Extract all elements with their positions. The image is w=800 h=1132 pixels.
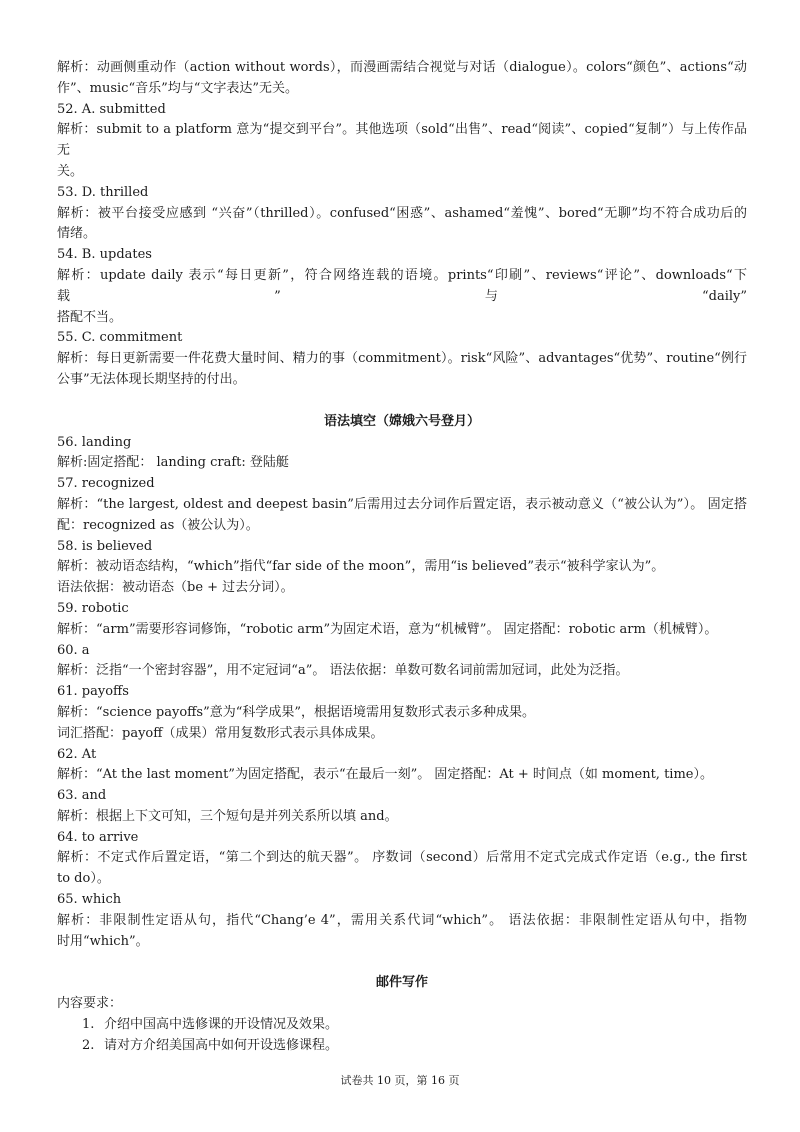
text-line: 词汇搭配：payoff（成果）常用复数形式表示具体成果。 [57, 725, 384, 741]
text-line: to do）。 [57, 871, 110, 887]
answer-line: 65. which [57, 892, 122, 908]
answers-reading-section [57, 58, 747, 391]
text-line: 搭配不当。 [57, 309, 123, 325]
requirement-number: 1. [82, 1017, 95, 1033]
text-line: 解析：非限制性定语从句，指代“Chang’e 4”，需用关系代词“which”。 语法依据：非限制性定语从句中，指物 [57, 912, 747, 928]
text-line: 解析：根据上下文可知，三个短句是并列关系所以填 and。 [57, 808, 398, 824]
answer-line: 63. and [57, 788, 107, 804]
requirement-text: 介绍中国高中选修课的开设情况及效果。 [104, 1017, 339, 1033]
text-line: 解析：update daily 表示“每日更新”，符合网络连载的语境。prints“印刷”、reviews“评论”、downloads“下载”与“daily” [57, 267, 747, 304]
page-content [57, 58, 747, 1057]
answer-line: 56. landing [57, 434, 132, 450]
text-line: 解析：submit to a platform 意为“提交到平台”。其他选项（sold“出售”、read“阅读”、copied“复制”）与上传作品无 [57, 122, 747, 159]
requirement-label: 内容要求： [57, 996, 123, 1012]
text-line: 解析：每日更新需要一件花费大量时间、精力的事（commitment）。risk“风险”、advantages“优势”、routine“例行 [57, 351, 747, 367]
text-line: 解析：泛指“一个密封容器”，用不定冠词“a”。 语法依据：单数可数名词前需加冠词，此处为泛指。 [57, 663, 629, 679]
text-line: 时用“which”。 [57, 933, 149, 949]
text-line: 解析：“At the last moment”为固定搭配，表示“在最后一刻”。 固定搭配：At + 时间点（如 moment, time）。 [57, 767, 713, 783]
requirement-item [57, 1015, 747, 1036]
answer-line: 60. a [57, 642, 90, 658]
answer-line: 52. A. submitted [57, 101, 166, 117]
text-line: 解析：被平台接受应感到 “兴奋”（thrilled）。confused“困惑”、ashamed“羞愧”、bored“无聊”均不符合成功后的 [57, 205, 747, 221]
text-line: 解析：不定式作后置定语，“第二个到达的航天器”。 序数词（second）后常用不定式完成式作定语（e.g., the first [57, 850, 747, 866]
text-line: 解析：“science payoffs”意为“科学成果”，根据语境需用复数形式表示多种成果。 [57, 704, 536, 720]
email-requirements [57, 994, 747, 1056]
answer-line: 61. payoffs [57, 684, 129, 700]
answer-line: 54. B. updates [57, 247, 152, 263]
requirement-number: 2. [82, 1037, 95, 1053]
answer-line: 62. At [57, 746, 97, 762]
text-line: 配：recognized as（被公认为）。 [57, 517, 259, 533]
page-footer: 试卷共 10 页，第 16 页 [340, 1074, 460, 1087]
text-line: 解析：“arm”需要形容词修饰，“robotic arm”为固定术语，意为“机械臂”。 固定搭配：robotic arm（机械臂）。 [57, 621, 718, 637]
answer-line: 59. robotic [57, 600, 129, 616]
answer-line: 64. to arrive [57, 829, 139, 845]
answers-grammar-section [57, 433, 747, 953]
text-line: 作”、music“音乐”均与“文字表达”无关。 [57, 80, 299, 96]
text-line: 解析：“the largest, oldest and deepest basin”后需用过去分词作后置定语，表示被动意义（“被公认为”）。 固定搭 [57, 496, 747, 512]
text-line: 解析:固定搭配： landing craft: 登陆艇 [57, 455, 289, 471]
text-line: 关。 [57, 163, 84, 179]
requirement-item [57, 1036, 747, 1057]
text-line: 语法依据：被动语态（be + 过去分词）。 [57, 580, 294, 596]
text-line: 解析：动画侧重动作（action without words），而漫画需结合视觉与对话（dialogue）。colors“颜色”、actions“动 [57, 60, 747, 75]
text-line: 情绪。 [57, 226, 97, 242]
answer-line: 57. recognized [57, 476, 155, 492]
requirement-text: 请对方介绍美国高中如何开设选修课程。 [104, 1037, 339, 1053]
answer-line: 58. is believed [57, 538, 153, 554]
section-heading-grammar: 语法填空（嫦娥六号登月） [323, 413, 480, 429]
section-heading-email: 邮件写作 [375, 975, 428, 991]
text-line: 解析：被动语态结构，“which”指代“far side of the moon”，需用“is believed”表示“被科学家认为”。 [57, 559, 665, 575]
text-line: 公事”无法体现长期坚持的付出。 [57, 371, 246, 387]
answer-line: 53. D. thrilled [57, 184, 149, 200]
answer-line: 55. C. commitment [57, 330, 183, 346]
